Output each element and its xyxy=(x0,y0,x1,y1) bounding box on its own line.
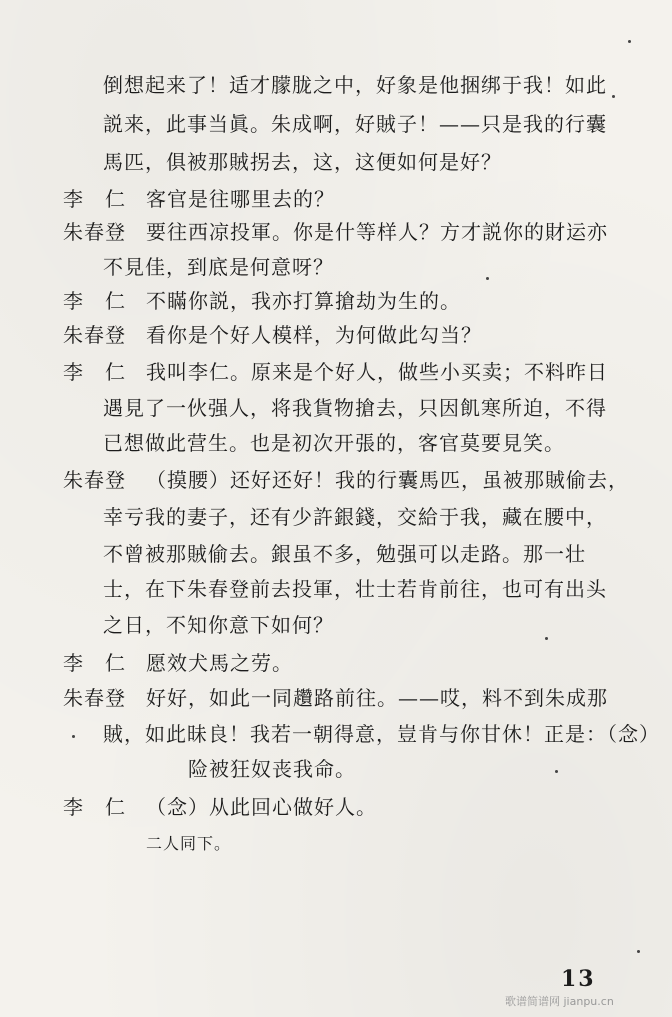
dialogue-line: 不見佳，到底是何意呀？ xyxy=(103,255,334,279)
dialogue-line: 我叫李仁。原来是个好人，做些小买卖；不料昨日 xyxy=(146,360,608,384)
ink-speck xyxy=(486,277,489,280)
dialogue-line: 幸亏我的妻子，还有少許銀錢，交給于我，藏在腰中， xyxy=(103,505,607,529)
dialogue-line: 看你是个好人模样，为何做此勾当？ xyxy=(146,323,482,347)
speaker-name: 朱春登 xyxy=(63,220,126,244)
speaker-name: 朱春登 xyxy=(63,323,126,347)
page-number: 13 xyxy=(561,966,596,992)
ink-speck xyxy=(628,40,631,43)
dialogue-line: 倒想起来了！适才朦胧之中，好象是他捆绑于我！如此 xyxy=(103,73,607,97)
speaker-name: 李 仁 xyxy=(63,360,126,384)
dialogue-line: 賊，如此昧良！我若一朝得意，豈肯与你甘休！正是：（念） xyxy=(103,722,660,746)
dialogue-line: 不曾被那賊偷去。銀虽不多，勉强可以走路。那一壮 xyxy=(103,542,586,566)
ink-speck xyxy=(555,770,558,773)
speaker-name: 李 仁 xyxy=(63,187,126,211)
dialogue-line: 不瞞你説，我亦打算搶劫为生的。 xyxy=(146,289,461,313)
speaker-name: 李 仁 xyxy=(63,289,126,313)
verse-line: 险被狂奴丧我命。 xyxy=(188,757,356,781)
dialogue-line: 遇見了一伙强人，将我貨物搶去，只因飢寒所迫，不得 xyxy=(103,396,607,420)
dialogue-line: 之日，不知你意下如何？ xyxy=(103,613,334,637)
dialogue-line: 好好，如此一同趲路前往。——哎，料不到朱成那 xyxy=(146,686,608,710)
site-watermark: 歌谱简谱网 jianpu.cn xyxy=(505,995,614,1008)
ink-speck xyxy=(72,735,75,738)
dialogue-line: 已想做此营生。也是初次开張的，客官莫要見笑。 xyxy=(103,431,565,455)
verse-line: （念）从此回心做好人。 xyxy=(146,795,377,819)
ink-speck xyxy=(637,950,640,953)
speaker-name: 朱春登 xyxy=(63,468,126,492)
speaker-name: 朱春登 xyxy=(63,686,126,710)
dialogue-line: 要往西凉投軍。你是什等样人？方才説你的財运亦 xyxy=(146,220,608,244)
dialogue-line: 士，在下朱春登前去投軍，壮士若肯前往，也可有出头 xyxy=(103,577,607,601)
speaker-name: 李 仁 xyxy=(63,795,126,819)
dialogue-line: 客官是往哪里去的？ xyxy=(146,187,335,211)
dialogue-line: 馬匹，俱被那賊拐去，这，这便如何是好？ xyxy=(103,150,502,174)
stage-direction: 二人同下。 xyxy=(146,834,232,853)
ink-speck xyxy=(545,637,548,640)
dialogue-line: 説来，此事当眞。朱成啊，好賊子！——只是我的行囊 xyxy=(103,112,607,136)
ink-speck xyxy=(612,95,615,98)
dialogue-line: （摸腰）还好还好！我的行囊馬匹，虽被那賊偷去， xyxy=(146,468,629,492)
dialogue-line: 愿效犬馬之劳。 xyxy=(146,651,293,675)
speaker-name: 李 仁 xyxy=(63,651,126,675)
